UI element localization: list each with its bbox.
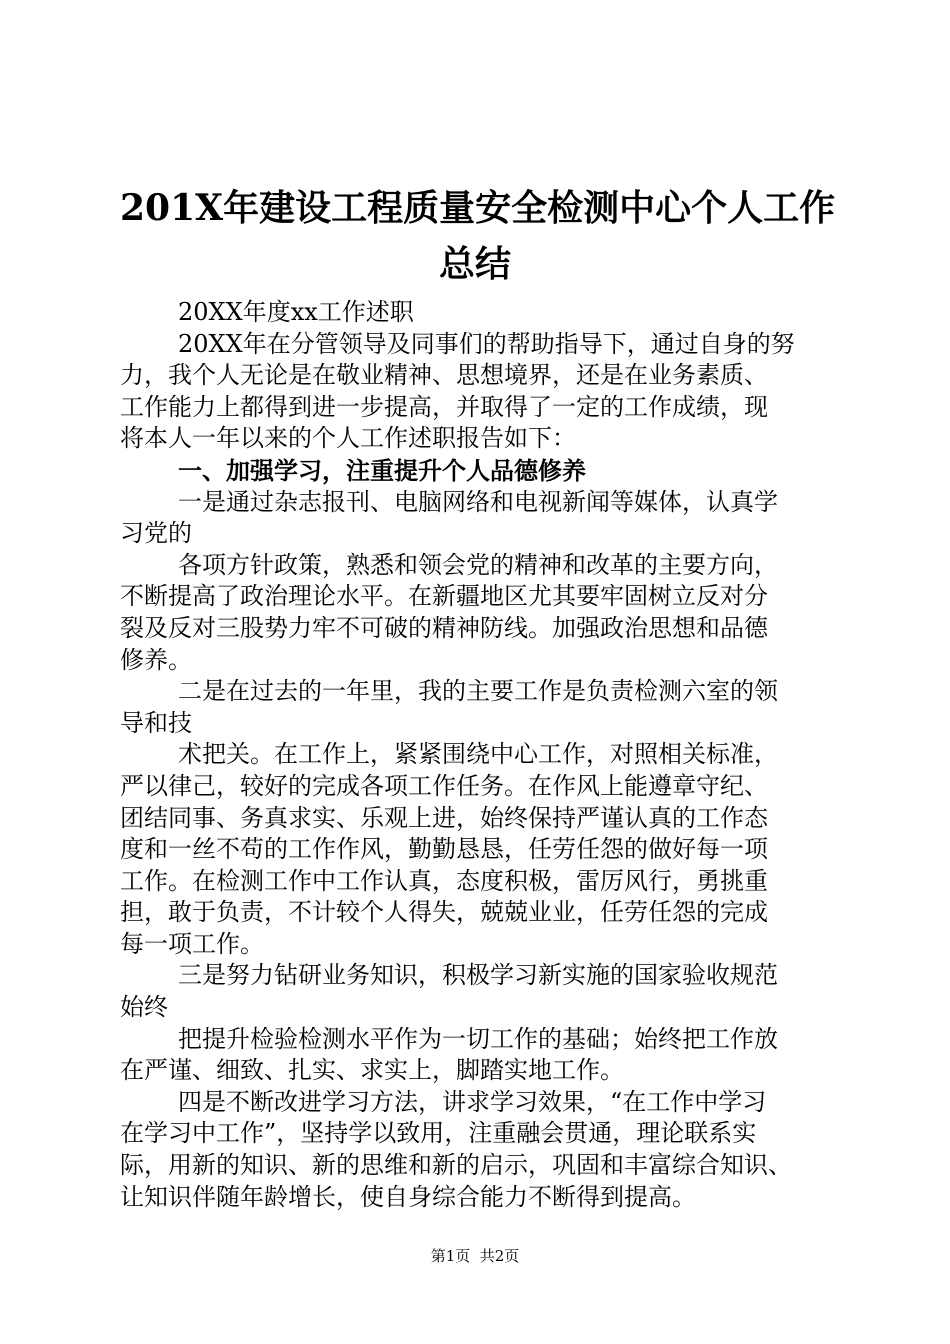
paragraph-line: 始终: [120, 993, 168, 1022]
page-number-footer: 第1页 共2页: [430, 1247, 520, 1265]
paragraph-line: 工作能力上都得到进一步提高，并取得了一定的工作成绩，现: [120, 392, 768, 421]
paragraph-line: 一是通过杂志报刊、电脑网络和电视新闻等媒体，认真学: [178, 487, 778, 516]
paragraph-line: 修养。: [120, 645, 192, 674]
paragraph-line: 严以律己，较好的完成各项工作任务。在作风上能遵章守纪、: [120, 771, 768, 800]
paragraph-line: 二是在过去的一年里，我的主要工作是负责检测六室的领: [178, 677, 778, 706]
paragraph-line: 担，敢于负责，不计较个人得失，兢兢业业，任劳任怨的完成: [120, 898, 768, 927]
paragraph-line: 力，我个人无论是在敬业精神、思想境界，还是在业务素质、: [120, 361, 768, 390]
paragraph-line: 不断提高了政治理论水平。在新疆地区尤其要牢固树立反对分: [120, 582, 768, 611]
paragraph-line: 20XX年度xx工作述职: [178, 298, 414, 326]
document-title-line-1: 201X年建设工程质量安全检测中心个人工作: [120, 187, 836, 229]
paragraph-line: 度和一丝不苟的工作作风，勤勤恳恳，任劳任怨的做好每一项: [120, 835, 768, 864]
paragraph-line: 团结同事、务真求实、乐观上进，始终保持严谨认真的工作态: [120, 803, 768, 832]
paragraph-line: 20XX年在分管领导及同事们的帮助指导下，通过自身的努: [178, 329, 795, 358]
paragraph-line: 让知识伴随年龄增长，使自身综合能力不断得到提高。: [120, 1182, 696, 1211]
paragraph-line: 在严谨、细致、扎实、求实上，脚踏实地工作。: [120, 1056, 624, 1085]
document-title-line-2: 总结: [438, 243, 511, 285]
paragraph-line: 在学习中工作”，坚持学以致用，注重融会贯通，理论联系实: [120, 1119, 757, 1148]
paragraph-line: 四是不断改进学习方法，讲求学习效果，“在工作中学习: [178, 1087, 767, 1116]
document-body: [120, 297, 832, 1213]
paragraph-line: 习党的: [120, 519, 192, 548]
paragraph-line: 每一项工作。: [120, 929, 264, 958]
section-heading: 一、加强学习，注重提升个人品德修养: [178, 455, 586, 485]
paragraph-line: 各项方针政策，熟悉和领会党的精神和改革的主要方向，: [178, 550, 778, 579]
paragraph-line: 三是努力钻研业务知识，积极学习新实施的国家验收规范: [178, 961, 778, 990]
paragraph-line: 把提升检验检测水平作为一切工作的基础；始终把工作放: [178, 1024, 778, 1053]
paragraph-line: 际，用新的知识、新的思维和新的启示，巩固和丰富综合知识、: [120, 1151, 792, 1180]
paragraph-line: 导和技: [120, 708, 192, 737]
paragraph-line: 术把关。在工作上，紧紧围绕中心工作，对照相关标准，: [178, 740, 778, 769]
paragraph-line: 将本人一年以来的个人工作述职报告如下：: [120, 424, 576, 453]
paragraph-line: 工作。在检测工作中工作认真，态度积极，雷厉风行，勇挑重: [120, 866, 768, 895]
paragraph-line: 裂及反对三股势力牢不可破的精神防线。加强政治思想和品德: [120, 613, 768, 642]
